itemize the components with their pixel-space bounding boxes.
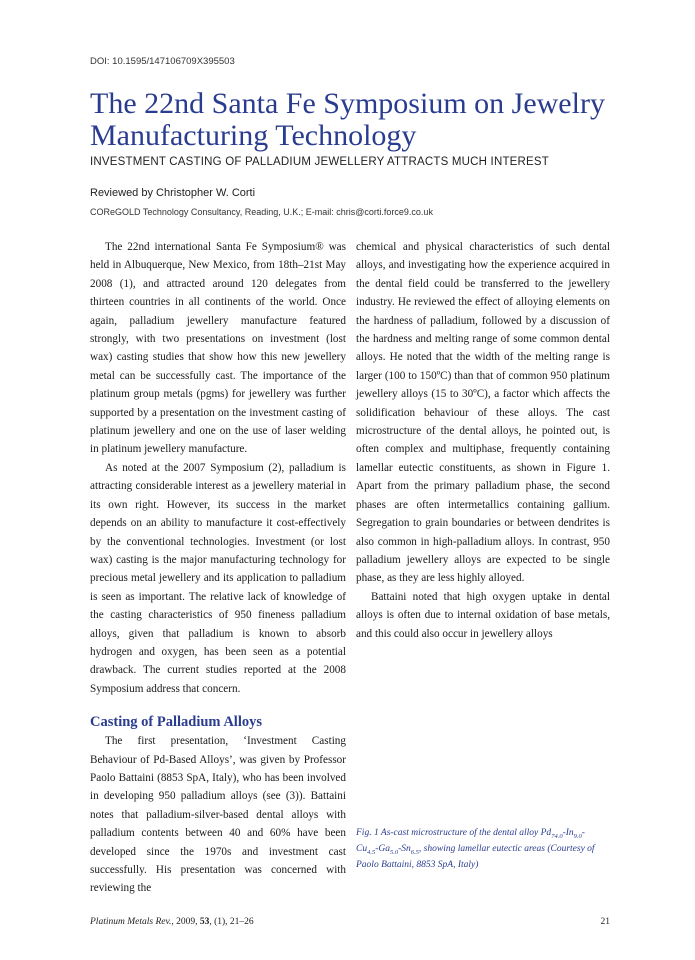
- alloy-sub-4: 5.0: [390, 848, 399, 856]
- paragraph: As noted at the 2007 Symposium (2), palladium is attracting considerable interest as a jewellery material in its own right. However, its success in the market depends on an ability to manufacture it cost-effectively by the conventional technologies. Investment (or lost wax) casting is the major manufacturing technology for precious metal jewellery and its application to palladium is seen as important. The relative lack of knowledge of the casting characteristics of 950 fineness palladium alloys, given that palladium is known to absorb hydrogen and oxygen, has been seen as a potential drawback. The current studies reported at the 2008 Symposium address that concern.: [90, 461, 346, 695]
- alloy-el-4: -Ga: [375, 843, 390, 854]
- left-column: [90, 238, 346, 898]
- page-number: 21: [600, 917, 610, 927]
- citation-pages: , (1), 21–26: [209, 917, 254, 927]
- alloy-el-5: -Sn: [398, 843, 411, 854]
- paragraph: chemical and physical characteristics of such dental alloys, and investigating how the experience acquired in the dental field could be transferred to the jewellery industry. He reviewed the effect of alloying elements on the hardness of palladium, followed by a discussion of the hardness and melting range of some common dental alloys. He noted that the width of the melting range is larger (100 to 150ºC) than that of common 950 platinum jewellery alloys (15 to 30ºC), a factor which affects the solidification behaviour of these alloys. The cast microstructure of the dental alloys, he pointed out, is often complex and multiphase, frequently containing lamellar eutectic constituents, as shown in Figure 1. Apart from the primary palladium phase, the second phases are often intermetallics containing gallium. Segregation to grain boundaries or between dendrites is also common in high-palladium alloys. In contrast, 950 palladium jewellery alloys are expected to be single phase, as they are less highly alloyed.: [356, 241, 610, 585]
- citation-volume: 53: [199, 917, 210, 927]
- paragraph: The first presentation, ‘Investment Casting Behaviour of Pd-Based Alloys’, was given by Professor Paolo Battaini (8853 SpA, Italy), who has been involved in developing 950 palladium alloys (see (3)). Battaini notes that palladium-silver-based dental alloys with palladium contents between 40 and 60% have been developed since the 1970s and investment cast successfully. His presentation was concerned with reviewing the: [90, 735, 346, 895]
- alloy-sub-5: 6.5: [410, 848, 419, 856]
- caption-prefix: Fig. 1 As-cast microstructure of the dental alloy: [356, 828, 541, 838]
- article-subtitle: INVESTMENT CASTING OF PALLADIUM JEWELLERY ATTRACTS MUCH INTEREST: [90, 156, 550, 168]
- paragraph: Battaini noted that high oxygen uptake in dental alloys is often due to internal oxidation of base metals, and this could also occur in jewellery alloys: [356, 590, 610, 640]
- figure-caption: [356, 827, 606, 872]
- alloy-sub-2: 9.0: [573, 832, 582, 840]
- figure-area: [356, 602, 610, 822]
- caption-suffix: , showing lamellar eutectic areas (Courtesy of Paolo Battaini, 8853 SpA, Italy): [356, 843, 595, 870]
- alloy-sub-1: 74.0: [551, 832, 563, 840]
- affiliation-line: COReGOLD Technology Consultancy, Reading, U.K.; E-mail: chris@corti.force9.co.uk: [90, 207, 433, 217]
- alloy-el-1: Pd: [540, 828, 552, 838]
- article-title: The 22nd Santa Fe Symposium on Jewelry Manufacturing Technology: [90, 87, 605, 152]
- alloy-sub-3: 4.5: [367, 848, 376, 856]
- reviewer-line: Reviewed by Christopher W. Corti: [90, 187, 256, 199]
- journal-name: Platinum Metals Rev.: [90, 917, 172, 927]
- citation-year: , 2009,: [171, 917, 200, 927]
- right-column: [356, 238, 610, 643]
- alloy-el-2: -In: [562, 828, 574, 838]
- alloy-el-3: -Cu: [356, 828, 585, 854]
- section-heading: Casting of Palladium Alloys: [90, 714, 263, 731]
- paragraph: The 22nd international Santa Fe Symposium® was held in Albuquerque, New Mexico, from 18th–21st May 2008 (1), and attracted around 120 delegates from thirteen countries in all continents of the world. Once again, palladium jewellery manufacture featured strongly, with two presentations on investment (lost wax) casting studies that show how this new jewellery metal can be successfully cast. The importance of the platinum group metals (pgms) for jewellery was further supported by a presentation on the investment casting of platinum jewellery and one on the use of laser welding in platinum jewellery manufacture.: [90, 241, 346, 456]
- doi-line: DOI: 10.1595/147106709X395503: [90, 56, 235, 67]
- footer-citation: [90, 917, 254, 927]
